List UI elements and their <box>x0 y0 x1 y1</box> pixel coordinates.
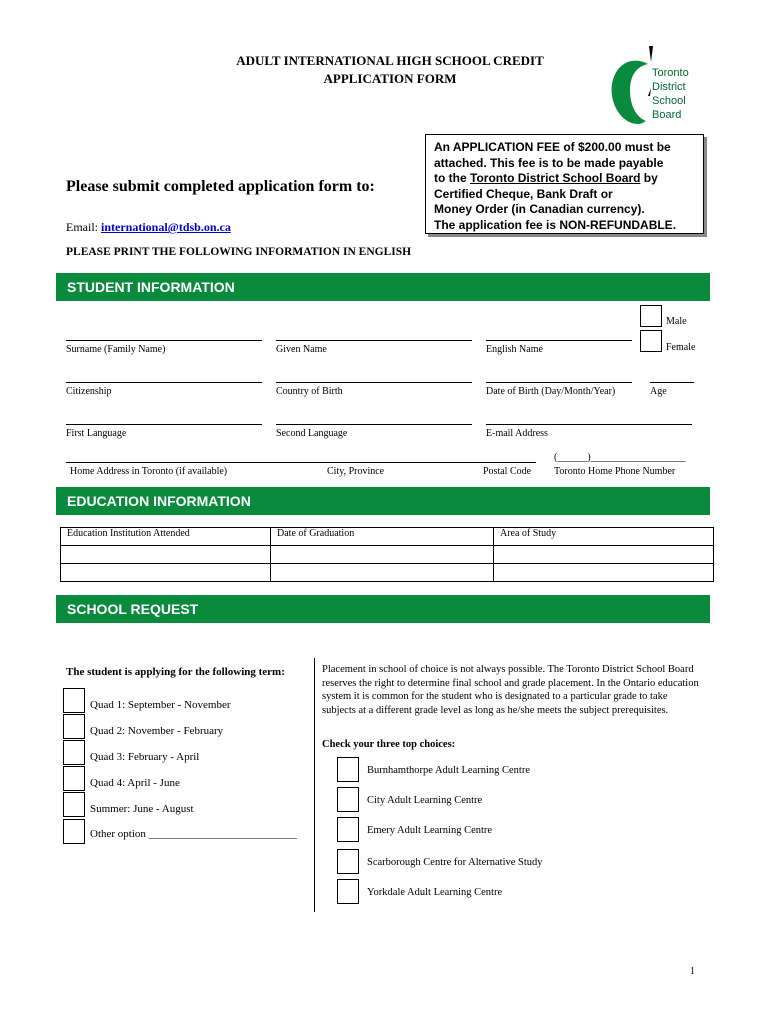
column-header: Area of Study <box>494 528 714 546</box>
surname-label: Surname (Family Name) <box>66 344 166 355</box>
english-name-field[interactable] <box>486 340 632 341</box>
education-info-header: EDUCATION INFORMATION <box>56 487 710 515</box>
female-label: Female <box>666 342 696 353</box>
school-checkbox-yorkdale[interactable] <box>337 879 359 904</box>
term-label-quad4: Quad 4: April - June <box>90 777 180 789</box>
home-address-field[interactable] <box>66 462 536 463</box>
print-instruction: PLEASE PRINT THE FOLLOWING INFORMATION IN ENGLISH <box>66 246 412 258</box>
fee-line-1: An APPLICATION FEE of $200.00 must be <box>434 140 671 154</box>
submit-heading: Please submit completed application form to: <box>66 178 375 195</box>
page-number: 1 <box>690 966 695 977</box>
term-checkbox-quad4[interactable] <box>63 766 85 791</box>
phone-field[interactable]: (______)___________________ <box>554 452 686 463</box>
email-address-label: E-mail Address <box>486 428 548 439</box>
tdsb-logo <box>604 44 714 130</box>
male-label: Male <box>666 316 687 327</box>
home-address-label: Home Address in Toronto (if available) <box>70 466 228 477</box>
table-row <box>61 546 714 564</box>
table-cell[interactable] <box>61 564 271 582</box>
fee-line-3 <box>434 171 695 187</box>
term-checkbox-quad3[interactable] <box>63 740 85 765</box>
email-line <box>66 220 231 235</box>
column-header: Date of Graduation <box>271 528 494 546</box>
logo-line-1: Toronto <box>652 67 689 79</box>
term-checkbox-quad2[interactable] <box>63 714 85 739</box>
school-checkbox-emery[interactable] <box>337 817 359 842</box>
fee-line-5: Money Order (in Canadian currency). <box>434 202 645 216</box>
education-table <box>60 527 714 582</box>
form-title <box>190 52 590 88</box>
given-name-field[interactable] <box>276 340 472 341</box>
english-name-label: English Name <box>486 344 543 355</box>
email-link[interactable]: international@tdsb.on.ca <box>101 220 231 234</box>
fee-notice-box <box>425 134 704 234</box>
email-label: Email: <box>66 220 101 234</box>
school-label-emery: Emery Adult Learning Centre <box>367 825 493 836</box>
school-label-city: City Adult Learning Centre <box>367 795 483 806</box>
second-language-label: Second Language <box>276 428 348 439</box>
school-checkbox-burnhamthorpe[interactable] <box>337 757 359 782</box>
first-language-field[interactable] <box>66 424 262 425</box>
term-checkbox-other[interactable] <box>63 819 85 844</box>
home-phone-label: Toronto Home Phone Number <box>554 466 676 477</box>
logo-line-4: Board <box>652 109 682 121</box>
term-label-quad1: Quad 1: September - November <box>90 699 231 711</box>
fee-line-3-post: by <box>640 171 658 185</box>
term-label-quad3: Quad 3: February - April <box>90 751 200 763</box>
date-of-birth-field[interactable] <box>486 382 632 383</box>
country-of-birth-label: Country of Birth <box>276 386 343 397</box>
second-language-field[interactable] <box>276 424 472 425</box>
logo-text <box>652 66 689 122</box>
term-heading: The student is applying for the following term: <box>66 666 285 678</box>
school-request-header: SCHOOL REQUEST <box>56 595 710 623</box>
postal-code-label: Postal Code <box>483 466 532 477</box>
email-address-field[interactable] <box>486 424 692 425</box>
country-of-birth-field[interactable] <box>276 382 472 383</box>
table-header-row <box>61 528 714 546</box>
school-checkbox-city[interactable] <box>337 787 359 812</box>
student-info-header: STUDENT INFORMATION <box>56 273 710 301</box>
column-divider <box>314 658 315 912</box>
term-checkbox-summer[interactable] <box>63 792 85 817</box>
table-row <box>61 564 714 582</box>
school-checkbox-scarborough[interactable] <box>337 849 359 874</box>
citizenship-field[interactable] <box>66 382 262 383</box>
term-label-summer: Summer: June - August <box>90 803 194 815</box>
table-cell[interactable] <box>494 564 714 582</box>
fee-line-3-pre: to the <box>434 171 470 185</box>
age-field[interactable] <box>650 382 694 383</box>
school-label-burnhamthorpe: Burnhamthorpe Adult Learning Centre <box>367 765 531 776</box>
citizenship-label: Citizenship <box>66 386 112 397</box>
city-province-label: City, Province <box>327 466 385 477</box>
date-of-birth-label: Date of Birth (Day/Month/Year) <box>486 386 616 397</box>
column-header: Education Institution Attended <box>61 528 271 546</box>
female-checkbox[interactable] <box>640 330 662 352</box>
table-cell[interactable] <box>271 546 494 564</box>
form-title-line1: ADULT INTERNATIONAL HIGH SCHOOL CREDIT <box>236 53 544 68</box>
male-checkbox[interactable] <box>640 305 662 327</box>
first-language-label: First Language <box>66 428 127 439</box>
fee-payee-name: Toronto District School Board <box>470 171 641 185</box>
fee-line-2: attached. This fee is to be made payable <box>434 155 664 170</box>
fee-line-4: Certified Cheque, Bank Draft or <box>434 186 613 201</box>
term-label-quad2: Quad 2: November - February <box>90 725 224 737</box>
surname-field[interactable] <box>66 340 262 341</box>
age-label: Age <box>650 386 667 397</box>
table-cell[interactable] <box>271 564 494 582</box>
term-label-other: Other option ___________________________ <box>90 828 298 840</box>
logo-line-3: School <box>652 95 686 107</box>
table-cell[interactable] <box>494 546 714 564</box>
school-label-yorkdale: Yorkdale Adult Learning Centre <box>367 887 503 898</box>
form-title-line2: APPLICATION FORM <box>323 71 457 86</box>
school-label-scarborough: Scarborough Centre for Alternative Study <box>367 857 543 868</box>
table-cell[interactable] <box>61 546 271 564</box>
choices-heading: Check your three top choices: <box>322 739 456 750</box>
term-checkbox-quad1[interactable] <box>63 688 85 713</box>
logo-line-2: District <box>652 81 686 93</box>
given-name-label: Given Name <box>276 344 327 355</box>
placement-note: Placement in school of choice is not always possible. The Toronto District School Board reserves the right to determine final school and grade placement. In the Ontario education system it is common for the student who is designated to a particular grade to take subjects at a different grade level as long as he/she meets the subject prerequisites. <box>322 664 699 716</box>
fee-line-6: The application fee is NON-REFUNDABLE. <box>434 217 677 232</box>
